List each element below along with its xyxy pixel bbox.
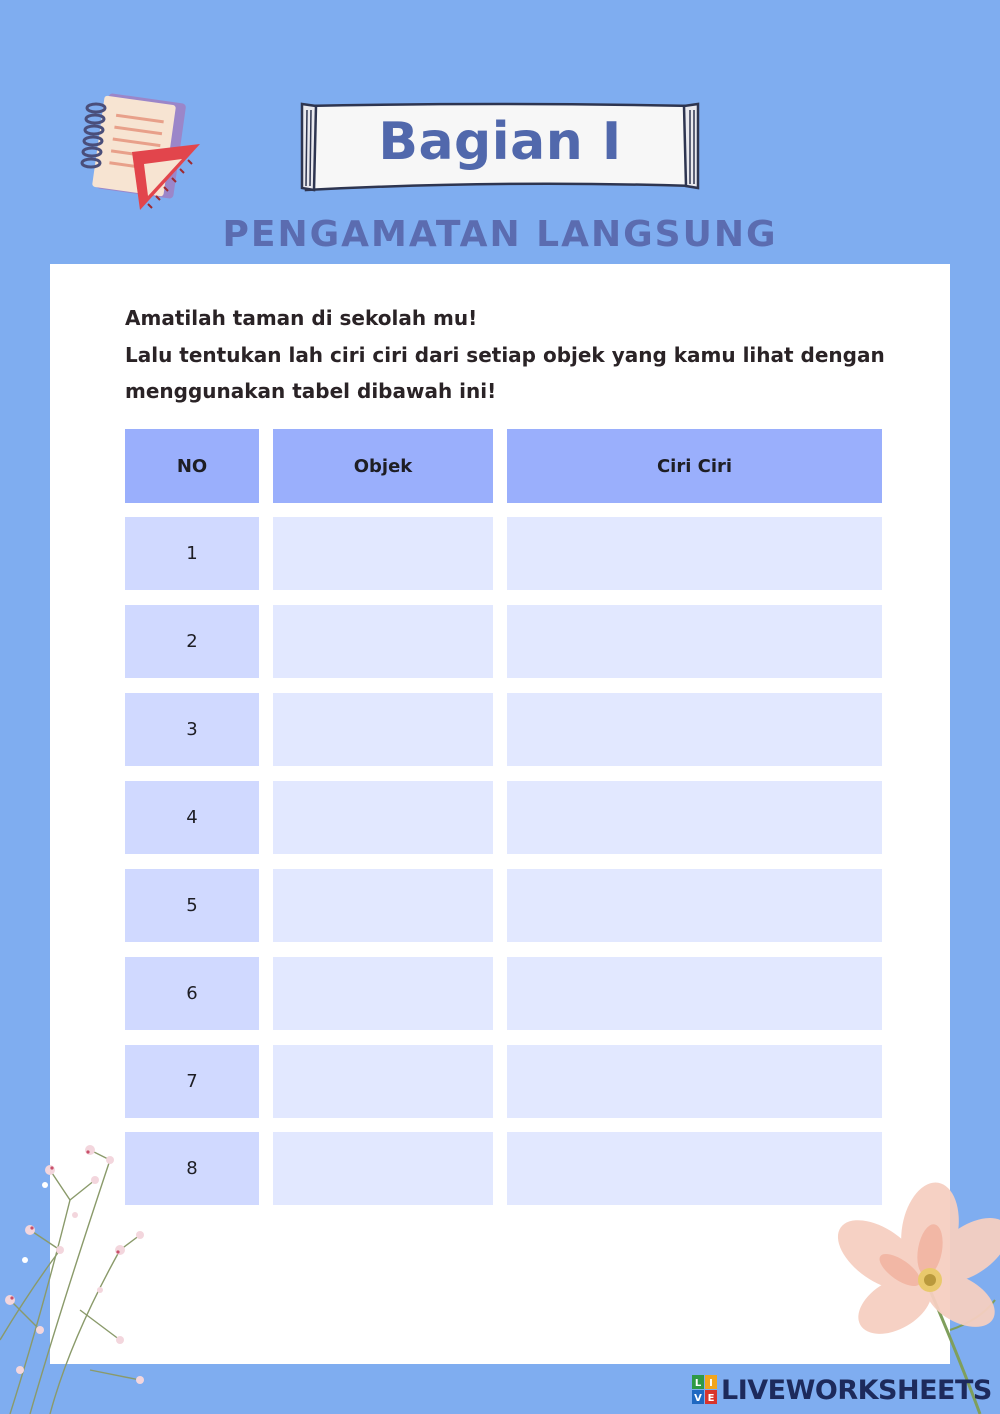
ciri-ciri-input-cell[interactable] [507,605,882,678]
objek-input-cell[interactable] [273,517,493,590]
title-banner [298,100,702,192]
liveworksheets-logo-icon [692,1375,718,1405]
instruction-line-1: Amatilah taman di sekolah mu! [125,306,478,330]
row-number: 8 [125,1132,259,1205]
header-objek: Objek [273,429,493,503]
section-subtitle: PENGAMATAN LANGSUNG [222,214,778,255]
svg-text:L: L [694,1378,702,1389]
svg-text:V: V [694,1393,702,1404]
svg-text:E: E [707,1393,715,1404]
ciri-ciri-input-cell[interactable] [507,693,882,766]
row-number: 5 [125,869,259,942]
row-number: 4 [125,781,259,854]
objek-input-cell[interactable] [273,781,493,854]
header-ciri-ciri: Ciri Ciri [507,429,882,503]
ciri-ciri-input-cell[interactable] [507,957,882,1030]
notebook-ruler-icon [78,92,208,214]
instructions [125,300,905,410]
row-number: 3 [125,693,259,766]
ciri-ciri-input-cell[interactable] [507,869,882,942]
instruction-line-2: Lalu tentukan lah ciri ciri dari setiap objek yang kamu lihat dengan [125,342,885,367]
objek-input-cell[interactable] [273,869,493,942]
page-title: Bagian I [378,112,622,172]
ciri-ciri-input-cell[interactable] [507,1045,882,1118]
row-number: 2 [125,605,259,678]
header-no: NO [125,429,259,503]
objek-input-cell[interactable] [273,957,493,1030]
ciri-ciri-input-cell[interactable] [507,517,882,590]
row-number: 1 [125,517,259,590]
watermark-text: LIVEWORKSHEETS [721,1374,992,1406]
objek-input-cell[interactable] [273,1132,493,1205]
svg-text:I: I [709,1378,713,1389]
objek-input-cell[interactable] [273,1045,493,1118]
row-number: 6 [125,957,259,1030]
objek-input-cell[interactable] [273,693,493,766]
ciri-ciri-input-cell[interactable] [507,781,882,854]
liveworksheets-watermark [692,1370,992,1410]
objek-input-cell[interactable] [273,605,493,678]
instruction-line-3: menggunakan tabel dibawah ini! [125,379,497,403]
baby-breath-flowers [0,1140,160,1414]
row-number: 7 [125,1045,259,1118]
